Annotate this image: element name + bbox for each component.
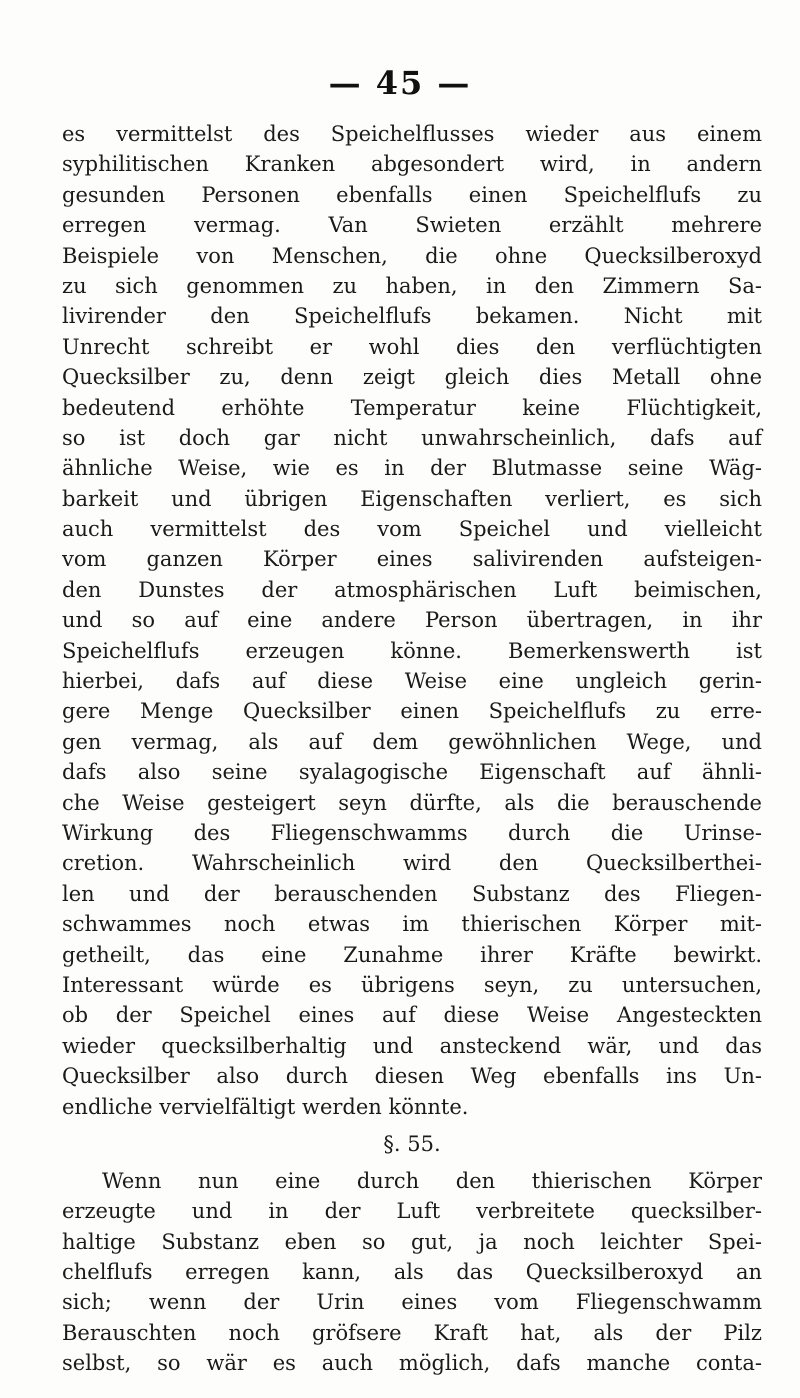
text-line: zu sich genommen zu haben, in den Zimmern Sa-: [62, 273, 762, 298]
text-line: dafs also seine syalagogische Eigenschaft auf ähnli-: [62, 760, 762, 785]
text-line: gen vermag, als auf dem gewöhnlichen Wege, und: [62, 729, 762, 754]
text-line: schwammes noch etwas im thierischen Körper mit-: [62, 912, 762, 937]
paragraph: [62, 1166, 762, 1379]
text-line: Beispiele von Menschen, die ohne Quecksilberoxyd: [62, 243, 762, 268]
text-line: haltige Substanz eben so gut, ja noch leichter Spei-: [62, 1229, 762, 1254]
text-line: livirender den Speichelflufs bekamen. Nicht mit: [62, 304, 762, 329]
text-line: Quecksilber zu, denn zeigt gleich dies Metall ohne: [62, 365, 762, 390]
text-line: erregen vermag. Van Swieten erzählt mehrere: [62, 213, 762, 238]
text-line: gere Menge Quecksilber einen Speichelflufs zu erre-: [62, 699, 762, 724]
text-line: ob der Speichel eines auf diese Weise Angesteckten: [62, 1003, 762, 1028]
text-line: hierbei, dafs auf diese Weise eine ungleich gerin-: [62, 669, 762, 694]
text-line: sich; wenn der Urin eines vom Fliegenschwamm: [62, 1290, 762, 1315]
text-line: getheilt, das eine Zunahme ihrer Kräfte bewirkt.: [62, 942, 762, 967]
text-line: che Weise gesteigert seyn dürfte, als die berauschende: [62, 790, 762, 815]
text-line: len und der berauschenden Substanz des Fliegen-: [62, 881, 762, 906]
section-heading: §. 55.: [383, 1131, 441, 1156]
text-line: Berauschten noch gröfsere Kraft hat, als der Pilz: [62, 1320, 762, 1345]
text-line: chelflufs erregen kann, als das Quecksilberoxyd an: [62, 1260, 762, 1285]
text-line: gesunden Personen ebenfalls einen Speichelflufs zu: [62, 182, 762, 207]
text-body: [62, 119, 762, 1379]
text-line: barkeit und übrigen Eigenschaften verliert, es sich: [62, 486, 762, 511]
text-line: den Dunstes der atmosphärischen Luft beimischen,: [62, 577, 762, 602]
text-line: so ist doch gar nicht unwahrscheinlich, dafs auf: [62, 425, 762, 450]
text-line: endliche vervielfältigt werden könnte.: [62, 1094, 469, 1119]
text-line: Interessant würde es übrigens seyn, zu untersuchen,: [62, 972, 762, 997]
text-line: Quecksilber also durch diesen Weg ebenfalls ins Un-: [62, 1064, 762, 1089]
text-line: und so auf eine andere Person übertragen, in ihr: [62, 608, 762, 633]
paragraph: [62, 119, 762, 1122]
text-line: vom ganzen Körper eines salivirenden aufsteigen-: [62, 547, 762, 572]
text-line: Unrecht schreibt er wohl dies den verflüchtigten: [62, 334, 762, 359]
text-line: bedeutend erhöhte Temperatur keine Flüchtigkeit,: [62, 395, 762, 420]
text-line: Wirkung des Fliegenschwamms durch die Urinse-: [62, 820, 762, 845]
text-line: cretion. Wahrscheinlich wird den Quecksilberthei-: [62, 851, 762, 876]
text-line: auch vermittelst des vom Speichel und vielleicht: [62, 517, 762, 542]
text-line: Speichelflufs erzeugen könne. Bemerkenswerth ist: [62, 638, 762, 663]
text-line: selbst, so wär es auch möglich, dafs manche conta-: [62, 1351, 762, 1376]
text-line: syphilitischen Kranken abgesondert wird, in andern: [62, 152, 762, 177]
text-line: ähnliche Weise, wie es in der Blutmasse seine Wäg-: [62, 456, 762, 481]
text-line: erzeugte und in der Luft verbreitete quecksilber-: [62, 1199, 762, 1224]
text-line: es vermittelst des Speichelflusses wieder aus einem: [62, 122, 762, 146]
text-line: wieder quecksilberhaltig und ansteckend wär, und das: [62, 1033, 762, 1058]
page-number: — 45 —: [328, 64, 472, 102]
text-line: Wenn nun eine durch den thierischen Körper: [102, 1168, 762, 1193]
